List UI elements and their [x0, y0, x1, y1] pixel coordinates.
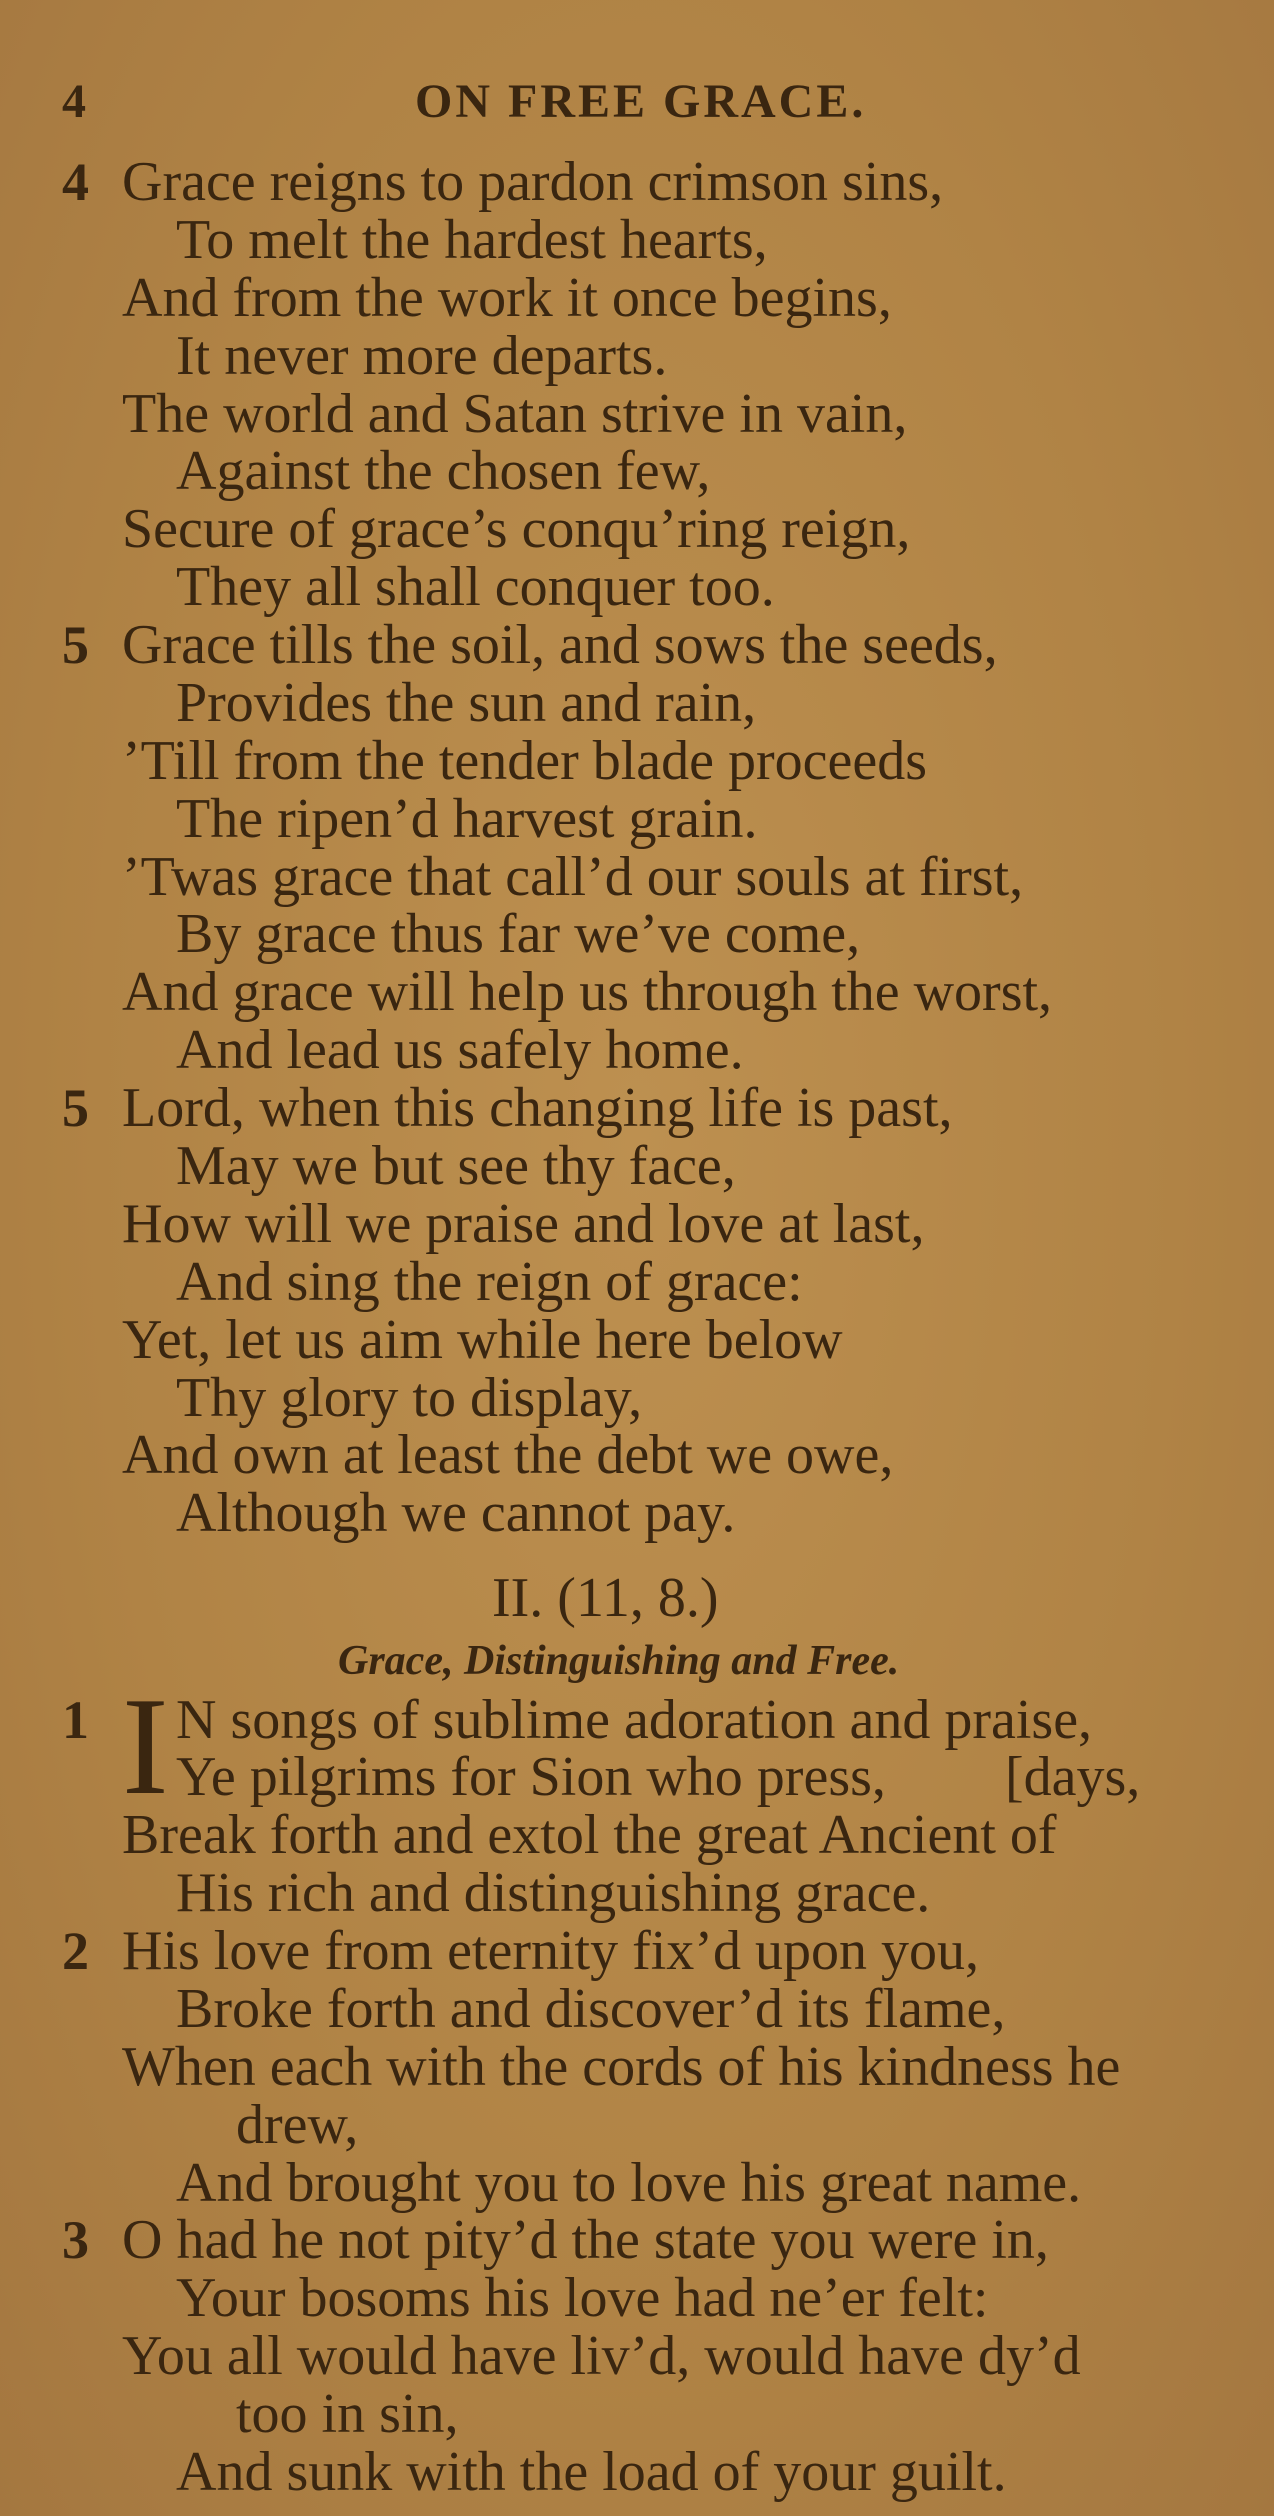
hymn-subtitle: Grace, Distinguishing and Free.	[338, 1637, 900, 1684]
verse-line: And sunk with the load of your guilt.	[176, 2441, 1007, 2503]
verse-line: His rich and distinguishing grace.	[176, 1862, 931, 1925]
page-number: 4	[62, 75, 89, 128]
stanza-number: 5	[62, 615, 89, 676]
verse-line: May we but see thy face,	[176, 1135, 736, 1197]
verse-line: And from the work it once begins,	[122, 266, 892, 329]
verse-line: Grace reigns to pardon crimson sins,	[122, 151, 944, 213]
verse-line: When each with the cords of his kindness he	[122, 2035, 1121, 2098]
verse-line: too in sin,	[236, 2383, 459, 2446]
stanza-number: 3	[62, 2210, 89, 2271]
verse-line: Break forth and extol the great Ancient of	[122, 1804, 1057, 1867]
verse-line: And lead us safely home.	[176, 1019, 744, 1082]
verse-line: Lord, when this changing life is past,	[122, 1077, 953, 1140]
verse-line: ’Twas grace that call’d our souls at first,	[122, 845, 1024, 908]
stanza-number: 1	[62, 1689, 89, 1750]
verse-line: The world and Satan strive in vain,	[122, 382, 908, 445]
verse-line: drew,	[236, 2093, 359, 2156]
verse-line: Ye pilgrims for Sion who press,	[176, 1746, 886, 1809]
verse-line: And grace will help us through the worst,	[122, 961, 1053, 1024]
verse-line: And sing the reign of grace:	[176, 1250, 803, 1313]
verse-line: They all shall conquer too.	[176, 556, 775, 619]
stanza-number: 5	[62, 1078, 89, 1139]
verse-line: How will we praise and love at last,	[122, 1192, 925, 1255]
verse-line: Although we cannot pay.	[176, 1482, 736, 1545]
verse-line: His love from eternity fix’d upon you,	[122, 1920, 979, 1983]
verse-line: By grace thus far we’ve come,	[176, 903, 861, 966]
verse-line: Broke forth and discover’d its flame,	[176, 1977, 1006, 2040]
verse-line: Against the chosen few,	[176, 440, 711, 503]
verse-line: Grace tills the soil, and sows the seeds,	[122, 614, 998, 677]
verse-line: Thy glory to display,	[176, 1366, 643, 1429]
verse-line: Provides the sun and rain,	[176, 671, 757, 734]
verse-line: O had he not pity’d the state you were in,	[122, 2209, 1049, 2272]
verse-line: The ripen’d harvest grain.	[176, 787, 758, 850]
running-title: ON FREE GRACE.	[415, 75, 867, 128]
verse-line: And own at least the debt we owe,	[122, 1424, 894, 1487]
verse-line: And brought you to love his great name.	[176, 2151, 1082, 2214]
runover-word: [days,	[1005, 1746, 1141, 1809]
verse-line: You all would have liv’d, would have dy’d	[122, 2325, 1081, 2388]
drop-cap: I	[122, 1668, 169, 1824]
verse-line: ’Till from the tender blade proceeds	[122, 729, 928, 792]
stanza-number: 4	[62, 152, 89, 212]
stanza-number: 2	[62, 1921, 89, 1982]
verse-line: Yet, let us aim while here below	[122, 1308, 843, 1371]
verse-line: N songs of sublime adoration and praise,	[176, 1688, 1093, 1751]
verse-line: To melt the hardest hearts,	[176, 208, 768, 271]
verse-line: It never more departs.	[176, 324, 668, 387]
verse-line: Secure of grace’s conqu’ring reign,	[122, 498, 911, 561]
verse-line: Your bosoms his love had ne’er felt:	[176, 2267, 989, 2330]
hymn-heading: II. (11, 8.)	[492, 1567, 719, 1630]
